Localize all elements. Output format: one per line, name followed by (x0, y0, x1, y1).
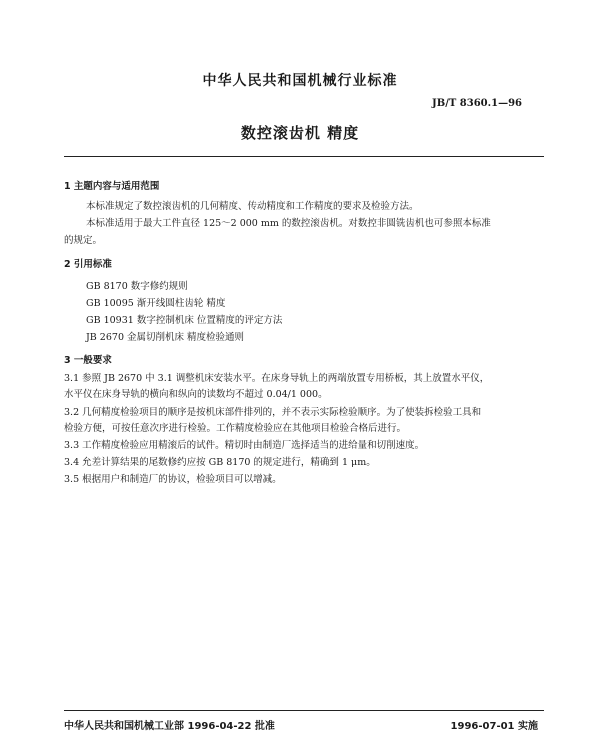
section-1-paragraph-1: 本标准规定了数控滚齿机的几何精度、传动精度和工作精度的要求及检验方法。 (86, 201, 419, 212)
approval-statement: 中华人民共和国机械工业部 1996-04-22 批准 (64, 721, 275, 732)
implementation-date: 1996-07-01 实施 (450, 721, 538, 732)
clause-3-2-line-1: 3.2 几何精度检验项目的顺序是按机床部件排列的，并不表示实际检验顺序。为了使装拆检验工具和 (64, 407, 482, 418)
clause-3-2-line-2: 检验方便，可按任意次序进行检验。工作精度检验应在其他项目检验合格后进行。 (64, 423, 407, 434)
header-divider (64, 156, 544, 157)
reference-item: GB 10095 渐开线圆柱齿轮 精度 (86, 298, 226, 309)
clause-3-4: 3.4 允差计算结果的尾数修约应按 GB 8170 的规定进行，精确到 1 μm。 (64, 457, 376, 468)
document-title: 数控滚齿机 精度 (240, 124, 360, 142)
publisher-title: 中华人民共和国机械行业标准 (202, 73, 398, 89)
reference-item: GB 10931 数字控制机床 位置精度的评定方法 (86, 315, 283, 326)
clause-3-3: 3.3 工作精度检验应用精滚后的试件。精切时由制造厂选择适当的进给量和切削速度。 (64, 440, 425, 451)
reference-item: GB 8170 数字修约规则 (86, 281, 188, 292)
standard-number: JB/T 8360.1—96 (432, 98, 522, 109)
clause-3-5: 3.5 根据用户和制造厂的协议，检验项目可以增减。 (64, 474, 282, 485)
clause-3-1-line-2: 水平仪在床身导轨的横向和纵向的读数均不超过 0.04/1 000。 (64, 389, 328, 400)
section-1-paragraph-2-line-2: 的规定。 (64, 235, 103, 246)
section-2-heading: 2 引用标准 (64, 259, 112, 270)
section-3-heading: 3 一般要求 (64, 355, 112, 366)
clause-3-1-line-1: 3.1 参照 JB 2670 中 3.1 调整机床安装水平。在床身导轨上的两端放置专用桥板，其上放置水平仪， (64, 373, 490, 384)
reference-item: JB 2670 金属切削机床 精度检验通则 (86, 332, 245, 343)
footer-divider (64, 710, 544, 711)
section-1-paragraph-2-line-1: 本标准适用于最大工件直径 125～2 000 mm 的数控滚齿机。对数控非圆铣齿机也可参照本标准 (86, 218, 491, 229)
section-1-heading: 1 主题内容与适用范围 (64, 181, 160, 192)
